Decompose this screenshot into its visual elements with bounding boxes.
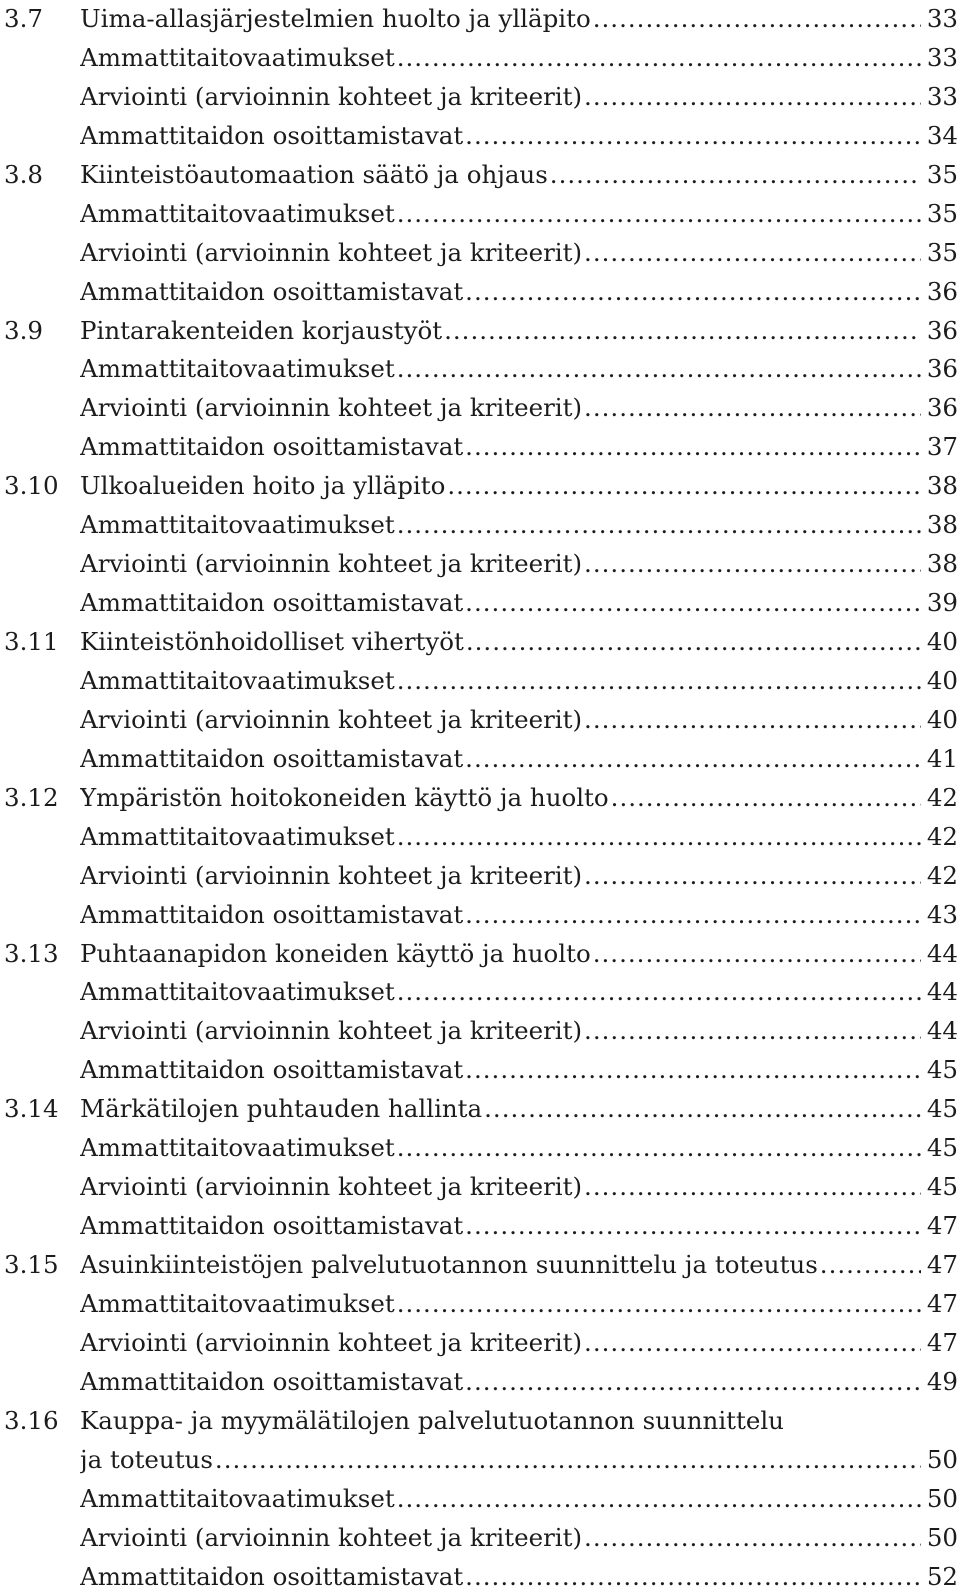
toc-entry-title: Pintarakenteiden korjaustyöt .....	[80, 312, 930, 351]
toc-entry-page-number: 45	[921, 1090, 958, 1129]
toc-entry-title: Ammattitaitovaatimukset .....	[80, 1285, 930, 1324]
toc-entry-title: Ulkoalueiden hoito ja ylläpito .....	[80, 467, 930, 506]
toc-entry-page-number: 33	[921, 39, 958, 78]
toc-entry[interactable]	[0, 195, 960, 234]
toc-entry-page-number: 52	[921, 1558, 958, 1596]
toc-entry-title: Ammattitaidon osoittamistavat .....	[80, 1207, 930, 1246]
toc-entry-page-number: 47	[921, 1246, 958, 1285]
toc-entry[interactable]	[0, 156, 960, 195]
toc-entry-number: 3.14	[4, 1090, 59, 1129]
toc-entry[interactable]	[0, 39, 960, 78]
toc-entry-page-number: 47	[921, 1285, 958, 1324]
toc-entry-number: 3.10	[4, 467, 59, 506]
toc-entry[interactable]	[0, 117, 960, 156]
toc-entry-page-number: 44	[921, 973, 958, 1012]
toc-entry-title: Ammattitaidon osoittamistavat .....	[80, 1051, 930, 1090]
toc-entry-title: Arviointi (arvioinnin kohteet ja kriteerit) .....	[80, 701, 930, 740]
toc-entry-page-number: 36	[921, 273, 958, 312]
toc-entry-title: Uima-allasjärjestelmien huolto ja ylläpito .....	[80, 0, 930, 39]
toc-entry-title: Arviointi (arvioinnin kohteet ja kriteerit) .....	[80, 1168, 930, 1207]
toc-entry[interactable]	[0, 1090, 960, 1129]
toc-entry-title: Ammattitaitovaatimukset .....	[80, 39, 930, 78]
toc-entry-title: Ammattitaidon osoittamistavat .....	[80, 1558, 930, 1596]
toc-entry-page-number: 44	[921, 935, 958, 974]
toc-entry-page-number: 37	[921, 428, 958, 467]
toc-entry[interactable]	[0, 1246, 960, 1285]
toc-entry-title: Ammattitaidon osoittamistavat .....	[80, 428, 930, 467]
toc-entry-page-number: 47	[921, 1324, 958, 1363]
toc-entry[interactable]	[0, 428, 960, 467]
toc-entry-number: 3.16	[4, 1402, 59, 1441]
toc-entry[interactable]	[0, 1519, 960, 1558]
toc-entry-page-number: 36	[921, 389, 958, 428]
toc-entry[interactable]	[0, 234, 960, 273]
toc-entry-title: ja toteutus .....	[80, 1441, 930, 1480]
toc-entry-number: 3.9	[4, 312, 43, 351]
toc-entry-title: Ympäristön hoitokoneiden käyttö ja huolto .....	[80, 779, 930, 818]
toc-entry[interactable]	[0, 1285, 960, 1324]
toc-entry-page-number: 50	[921, 1480, 958, 1519]
toc-entry-page-number: 38	[921, 506, 958, 545]
toc-entry[interactable]	[0, 0, 960, 39]
toc-entry[interactable]	[0, 506, 960, 545]
toc-entry-page-number: 49	[921, 1363, 958, 1402]
toc-entry-title: Ammattitaitovaatimukset .....	[80, 1129, 930, 1168]
toc-entry-page-number: 33	[921, 78, 958, 117]
toc-entry-title: Ammattitaidon osoittamistavat .....	[80, 740, 930, 779]
toc-entry[interactable]	[0, 1207, 960, 1246]
toc-entry-title: Arviointi (arvioinnin kohteet ja kriteerit) .....	[80, 1012, 930, 1051]
toc-entry[interactable]	[0, 545, 960, 584]
toc-entry[interactable]	[0, 935, 960, 974]
toc-entry[interactable]	[0, 312, 960, 351]
toc-entry-title: Ammattitaitovaatimukset .....	[80, 1480, 930, 1519]
toc-entry-number: 3.8	[4, 156, 43, 195]
toc-entry-page-number: 40	[921, 662, 958, 701]
toc-entry-page-number: 36	[921, 312, 958, 351]
toc-entry-title: Arviointi (arvioinnin kohteet ja kriteerit) .....	[80, 1519, 930, 1558]
toc-entry-page-number: 42	[921, 818, 958, 857]
toc-entry[interactable]	[0, 467, 960, 506]
toc-entry-page-number: 44	[921, 1012, 958, 1051]
toc-entry-title: Arviointi (arvioinnin kohteet ja kriteerit) .....	[80, 78, 930, 117]
toc-entry[interactable]	[0, 1051, 960, 1090]
toc-entry[interactable]	[0, 896, 960, 935]
toc-entry-title: Arviointi (arvioinnin kohteet ja kriteerit) .....	[80, 389, 930, 428]
toc-entry[interactable]	[0, 1324, 960, 1363]
toc-entry[interactable]	[0, 1558, 960, 1596]
toc-entry[interactable]	[0, 1402, 960, 1441]
toc-entry[interactable]	[0, 1363, 960, 1402]
toc-entry-page-number: 50	[921, 1441, 958, 1480]
toc-entry[interactable]	[0, 623, 960, 662]
toc-entry[interactable]	[0, 1012, 960, 1051]
toc-entry-title: Ammattitaitovaatimukset .....	[80, 350, 930, 389]
toc-entry-title: Ammattitaitovaatimukset .....	[80, 818, 930, 857]
toc-entry-page-number: 38	[921, 545, 958, 584]
toc-entry-page-number: 40	[921, 623, 958, 662]
toc-entry-title: Kauppa- ja myymälätilojen palvelutuotannon suunnittelu	[80, 1402, 930, 1441]
toc-entry[interactable]	[0, 1480, 960, 1519]
toc-entry-title: Arviointi (arvioinnin kohteet ja kriteerit) .....	[80, 1324, 930, 1363]
toc-entry-title: Ammattitaitovaatimukset .....	[80, 973, 930, 1012]
toc-entry[interactable]	[0, 1129, 960, 1168]
toc-entry-page-number: 42	[921, 779, 958, 818]
toc-entry-page-number: 34	[921, 117, 958, 156]
toc-entry-title: Asuinkiinteistöjen palvelutuotannon suunnittelu ja toteutus .....	[80, 1246, 930, 1285]
toc-entry-title: Ammattitaidon osoittamistavat .....	[80, 584, 930, 623]
toc-entry-number: 3.7	[4, 0, 43, 39]
toc-entry-title: Ammattitaidon osoittamistavat .....	[80, 1363, 930, 1402]
toc-entry[interactable]	[0, 779, 960, 818]
toc-entry-title: Puhtaanapidon koneiden käyttö ja huolto .....	[80, 935, 930, 974]
toc-entry-page-number: 41	[921, 740, 958, 779]
toc-entry-title: Ammattitaitovaatimukset .....	[80, 195, 930, 234]
toc-entry-title: Ammattitaitovaatimukset .....	[80, 662, 930, 701]
toc-entry-title: Arviointi (arvioinnin kohteet ja kriteerit) .....	[80, 234, 930, 273]
toc-entry[interactable]	[0, 273, 960, 312]
toc-entry[interactable]	[0, 662, 960, 701]
toc-entry[interactable]	[0, 389, 960, 428]
toc-entry-page-number: 42	[921, 857, 958, 896]
toc-entry-number: 3.12	[4, 779, 59, 818]
toc-entry[interactable]	[0, 701, 960, 740]
toc-entry[interactable]	[0, 584, 960, 623]
toc-entry-number: 3.15	[4, 1246, 59, 1285]
toc-entry-title: Ammattitaidon osoittamistavat .....	[80, 896, 930, 935]
toc-entry-page-number: 45	[921, 1168, 958, 1207]
toc-entry-number: 3.11	[4, 623, 59, 662]
toc-entry[interactable]	[0, 78, 960, 117]
toc-entry-page-number: 36	[921, 350, 958, 389]
toc-entry-page-number: 43	[921, 896, 958, 935]
toc-entry[interactable]	[0, 350, 960, 389]
toc-entry-page-number: 38	[921, 467, 958, 506]
toc-entry[interactable]	[0, 973, 960, 1012]
toc-entry[interactable]	[0, 1441, 960, 1480]
toc-entry-page-number: 35	[921, 156, 958, 195]
toc-entry[interactable]	[0, 740, 960, 779]
toc-entry-title: Märkätilojen puhtauden hallinta .....	[80, 1090, 930, 1129]
toc-entry[interactable]	[0, 1168, 960, 1207]
toc-entry-page-number: 39	[921, 584, 958, 623]
toc-entry-page-number: 40	[921, 701, 958, 740]
toc-entry-title: Ammattitaidon osoittamistavat .....	[80, 117, 930, 156]
toc-entry-page-number: 33	[921, 0, 958, 39]
toc-entry[interactable]	[0, 857, 960, 896]
toc-entry-page-number: 35	[921, 195, 958, 234]
toc-entry-title: Ammattitaidon osoittamistavat .....	[80, 273, 930, 312]
toc-entry-page-number: 35	[921, 234, 958, 273]
toc-entry-page-number: 47	[921, 1207, 958, 1246]
toc-entry-page-number: 45	[921, 1051, 958, 1090]
toc-entry-title: Arviointi (arvioinnin kohteet ja kriteerit) .....	[80, 545, 930, 584]
toc-entry-title: Arviointi (arvioinnin kohteet ja kriteerit) .....	[80, 857, 930, 896]
toc-entry[interactable]	[0, 818, 960, 857]
toc-entry-title: Ammattitaitovaatimukset .....	[80, 506, 930, 545]
toc-entry-title: Kiinteistöautomaation säätö ja ohjaus .....	[80, 156, 930, 195]
toc-entry-number: 3.13	[4, 935, 59, 974]
toc-entry-page-number: 45	[921, 1129, 958, 1168]
toc-entry-title: Kiinteistönhoidolliset vihertyöt .....	[80, 623, 930, 662]
toc-entry-page-number: 50	[921, 1519, 958, 1558]
